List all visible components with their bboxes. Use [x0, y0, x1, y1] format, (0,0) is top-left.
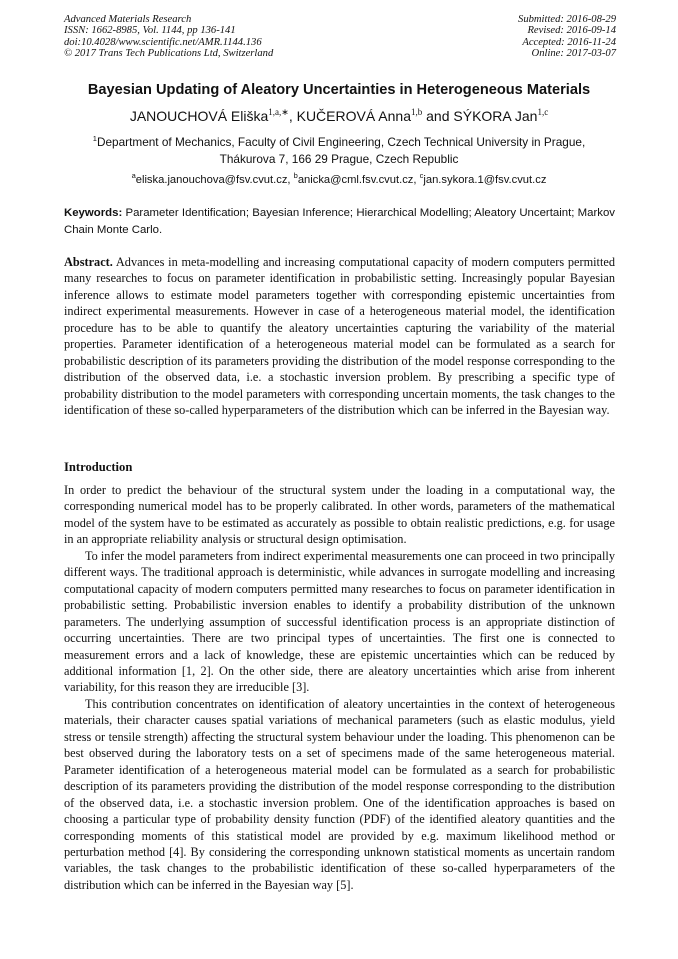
- keywords-label: Keywords:: [64, 207, 123, 219]
- introduction-body: [64, 482, 615, 893]
- affiliation-line: Thákurova 7, 166 29 Prague, Czech Republic: [219, 152, 459, 166]
- journal-info: [64, 14, 384, 60]
- issn-line: ISSN: 1662-8985, Vol. 1144, pp 136-141: [64, 25, 236, 37]
- email-list: $^a$eliska.janouchova@fsv.cvut.cz, $^b$anicka@cml.fsv.cvut.cz, $^c$jan.sykora.1@fsv.cvut.cz: [131, 171, 547, 186]
- submission-dates: [366, 14, 616, 60]
- affiliation: [40, 134, 638, 168]
- paragraph: This contribution concentrates on identification of aleatory uncertainties in the context of heterogeneous materials, their character causes spatial variations of mechanical parameters (such as elastic modulus, yield stress or tensile strength) affecting the structural system behaviour under the loading. This phenomenon can be best observed during the laboratory tests on a set of specimens made of the same heterogeneous material. Parameter identification of a heterogeneous material model can be formulated as a search for probabilistic description of its parameters providing the distribution of the model response corresponding to the distribution of the observed data, i.e. a stochastic inversion problem. One of the identification approaches is based on choosing a particular type of probability density function (PDF) of the identified aleatory quantities and the corresponding moments of this statistical model are provided by e.g. maximum likelihood method or perturbation method [4]. By considering the corresponding unknown statistical moments as uncertain random variables, the task changes to the probabilistic identification of these so-called hyperparameters of the distribution which can be inferred in the Bayesian way [5].: [64, 696, 615, 892]
- author-name: SÝKORA Jan: [453, 108, 538, 124]
- author-name: KUČEROVÁ Anna: [296, 108, 411, 124]
- online-date: Online: 2017-03-07: [531, 48, 616, 60]
- paragraph: To infer the model parameters from indirect experimental measurements one can proceed in two principally different ways. The traditional approach is deterministic, while advances in surrogate modelling and increasing computational capacity of modern computers permitted many researches to focus on parameter identification in probabilistic setting. Probabilistic inversion enables to identify a probability distribution of the unknown parameters. The underlying assumption of successful identification process is an appropriate distinction of occurring uncertainties. There are two principal types of uncertainties. The first one is connected to measurement errors and a lack of knowledge, these are epistemic uncertainties which can be reduced by additional information [1, 2]. On the other side, there are aleatory uncertainties which arise from inherent variability, for this reason they are irreducible [3].: [64, 548, 615, 695]
- revised-date: Revised: 2016-09-14: [527, 25, 616, 37]
- email-link[interactable]: eliska.janouchova@fsv.cvut.cz: [135, 174, 288, 186]
- author-affiliation-mark: 1,c: [537, 107, 549, 117]
- keywords-text: Parameter Identification; Bayesian Inference; Hierarchical Modelling; Aleatory Uncertaint; Markov Chain Monte Carlo.: [64, 207, 615, 236]
- affiliation-mark: 1: [92, 134, 97, 143]
- affiliation-line: Department of Mechanics, Faculty of Civil Engineering, Czech Technical University in Prague,: [96, 135, 586, 149]
- keywords: [64, 205, 615, 238]
- paragraph: In order to predict the behaviour of the structural system under the loading in a computational way, the corresponding numerical model has to be properly calibrated. In other words, parameters of the mathematical model of the system have to be estimated as accurately as possible to obtain realistic predictions, e.g. for usage in an appropriate reliability analysis or structural design optimisation.: [64, 483, 615, 547]
- submitted-date: Submitted: 2016-08-29: [518, 14, 616, 25]
- journal-name: Advanced Materials Research: [64, 14, 192, 25]
- author-affiliation-mark: 1,b: [411, 107, 423, 117]
- email-link[interactable]: anicka@cml.fsv.cvut.cz: [297, 174, 414, 186]
- section-heading: Introduction: [64, 460, 133, 474]
- author-list: JANOUCHOVÁ Eliška$^{1,a,∗}$, KUČEROVÁ Anna$^{1,b}$ and SÝKORA Jan$^{1,c}$: [129, 107, 549, 124]
- abstract-label: Abstract.: [64, 255, 113, 269]
- paper-title: Bayesian Updating of Aleatory Uncertainties in Heterogeneous Materials: [87, 82, 591, 98]
- email-link[interactable]: jan.sykora.1@fsv.cvut.cz: [423, 174, 547, 186]
- abstract: [64, 254, 615, 419]
- accepted-date: Accepted: 2016-11-24: [522, 36, 616, 48]
- abstract-text: Advances in meta-modelling and increasing computational capacity of modern computers permitted many researches to focus on parameter identification in probabilistic setting. Increasingly popular Bayesian inference allows to estimate model parameters together with corresponding epistemic uncertainties from indirect experimental measurements. However in case of a heterogeneous material model, the identification procedure has to be able to quantify the aleatory uncertainties capturing the variability of the material properties. Parameter identification of a heterogeneous material model can be formulated as a search for probabilistic description of its parameters providing the distribution of the model response corresponding to the distribution of the observed data, i.e. a stochastic inversion problem. By prescribing a specific type of probability distribution to the model parameters with corresponding uncertain moments, the task changes to the identification of these so-called hyperparameters of the distribution which can be inferred in the Bayesian way.: [64, 255, 615, 418]
- doi-line: doi:10.4028/www.scientific.net/AMR.1144.136: [64, 36, 262, 48]
- copyright-line: © 2017 Trans Tech Publications Ltd, Switzerland: [64, 48, 274, 60]
- author-affiliation-mark: 1,a,∗: [268, 107, 289, 117]
- author-name: JANOUCHOVÁ Eliška: [129, 108, 269, 124]
